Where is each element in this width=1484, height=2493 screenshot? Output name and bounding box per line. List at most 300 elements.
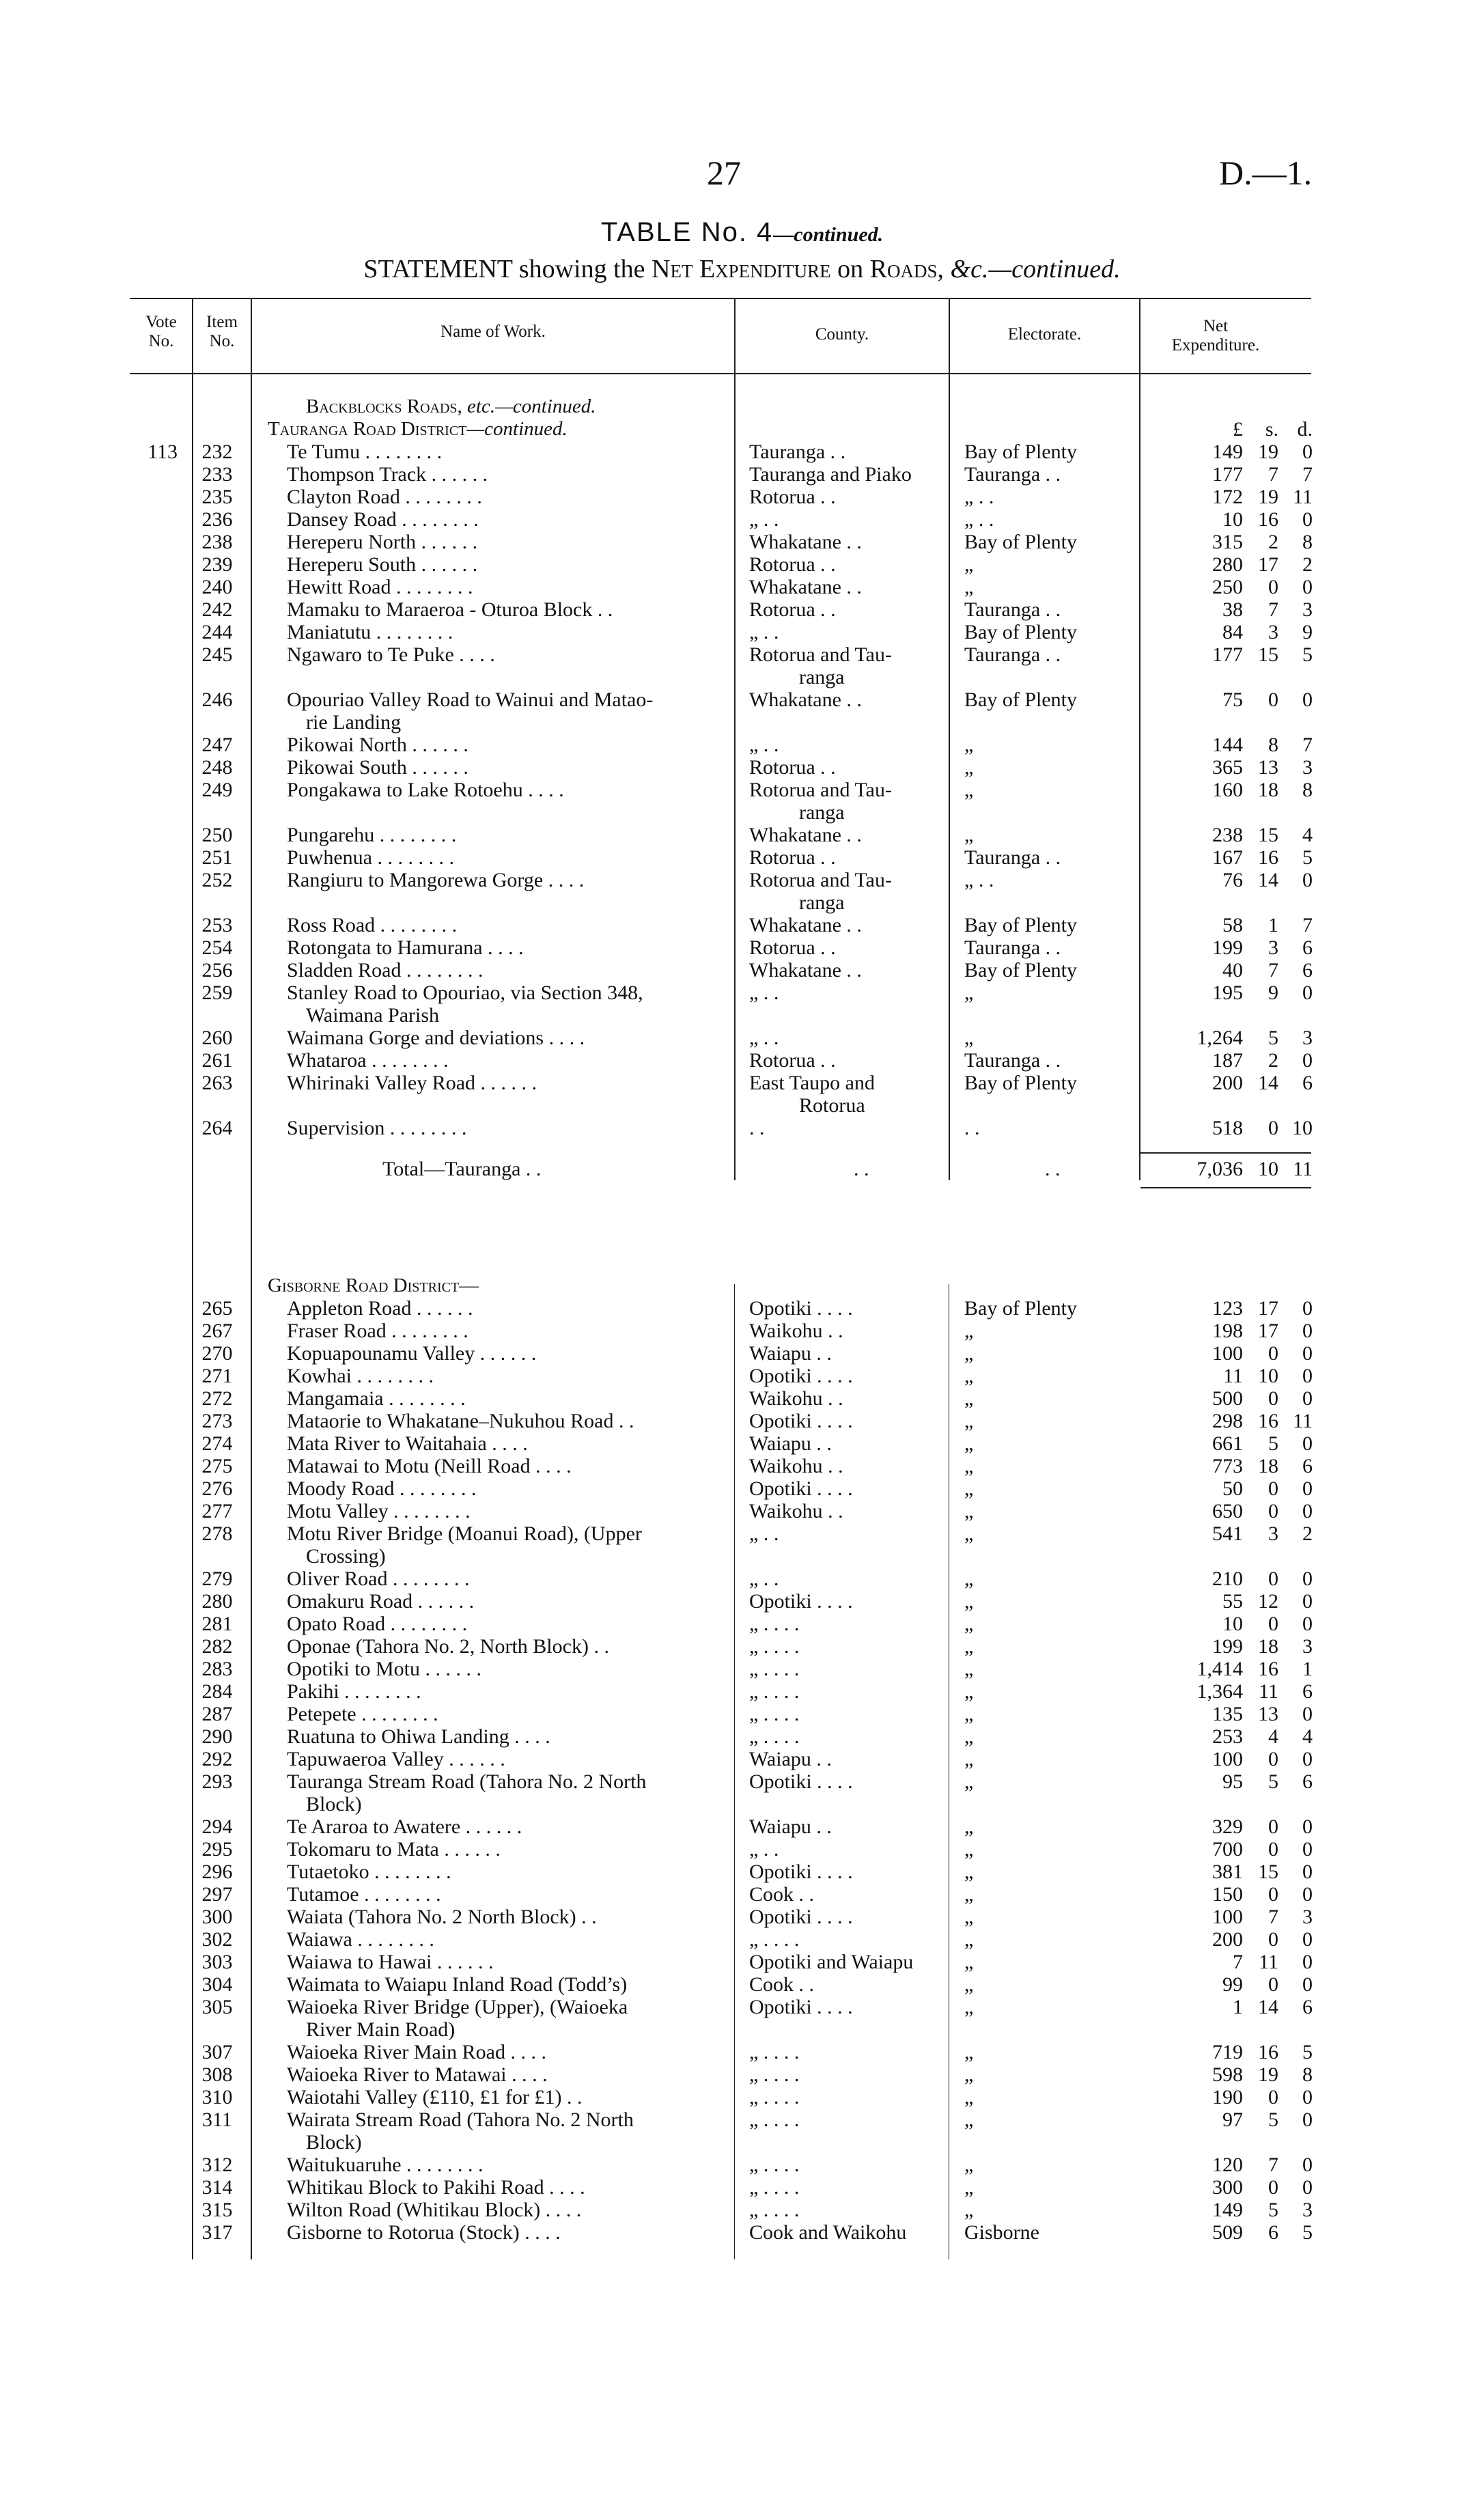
col-header-net-expenditure: Net Expenditure. [1171, 317, 1260, 354]
county: Waiapu . . [749, 1748, 832, 1770]
electorate: „ [964, 1635, 974, 1658]
net-pence: 4 [1302, 824, 1313, 846]
net-pounds: 7 [1233, 1951, 1243, 1973]
net-pence: 6 [1302, 1770, 1313, 1793]
net-pence: 0 [1302, 981, 1313, 1004]
table-row [0, 914, 1484, 936]
county-continued: ranga [799, 801, 845, 824]
statement-pre: STATEMENT showing the [363, 255, 645, 283]
net-shillings: 0 [1268, 2086, 1278, 2108]
net-pounds: 298 [1212, 1410, 1243, 1432]
net-shillings: 7 [1268, 959, 1278, 981]
item-number: 275 [201, 1455, 233, 1477]
net-shillings: 13 [1258, 756, 1278, 779]
item-number: 281 [201, 1613, 233, 1635]
item-number: 284 [201, 1680, 233, 1703]
county: Waiapu . . [749, 1432, 832, 1455]
work-name: Wairata Stream Road (Tahora No. 2 North [287, 2108, 634, 2131]
county: Cook . . [749, 1973, 815, 1996]
net-shillings: 0 [1268, 1838, 1278, 1861]
item-number: 290 [201, 1725, 233, 1748]
table-row [0, 1320, 1484, 1342]
net-shillings: 5 [1268, 1432, 1278, 1455]
net-pounds: 172 [1212, 486, 1243, 508]
net-pounds: 58 [1222, 914, 1243, 936]
work-name: Appleton Road . . . . . . [287, 1297, 473, 1320]
net-shillings: 7 [1268, 463, 1278, 486]
table-row [0, 1906, 1484, 1928]
table-row [0, 756, 1484, 779]
net-pounds: 300 [1212, 2176, 1243, 2199]
item-number: 276 [201, 1477, 233, 1500]
item-number: 254 [201, 936, 233, 959]
table-row [0, 1455, 1484, 1477]
net-pounds: 84 [1222, 621, 1243, 643]
work-name: Waimana Gorge and deviations . . . . [287, 1027, 585, 1049]
net-shillings: 15 [1258, 824, 1278, 846]
table-row [0, 508, 1484, 531]
table-row [0, 981, 1484, 1027]
net-pounds: 315 [1212, 531, 1243, 553]
statement-net-expenditure: Net Expenditure [652, 255, 831, 283]
electorate: Tauranga . . [964, 463, 1061, 486]
net-shillings: 6 [1268, 2221, 1278, 2244]
net-pounds: 280 [1212, 553, 1243, 576]
item-number: 247 [201, 734, 233, 756]
item-number: 297 [201, 1883, 233, 1906]
item-number: 315 [201, 2199, 233, 2221]
net-pence: 11 [1293, 486, 1313, 508]
item-number: 295 [201, 1838, 233, 1861]
net-pence: 0 [1302, 1387, 1313, 1410]
work-name: Opato Road . . . . . . . . [287, 1613, 468, 1635]
work-name: Waioeka River Bridge (Upper), (Waioeka [287, 1996, 628, 2018]
work-name: Tutaetoko . . . . . . . . [287, 1861, 451, 1883]
county: „ . . . . [749, 2041, 800, 2063]
total-shillings: 10 [1258, 1158, 1278, 1180]
net-pounds: 135 [1212, 1703, 1243, 1725]
work-name: Pikowai South . . . . . . [287, 756, 468, 779]
county-continued: ranga [799, 891, 845, 914]
county: „ . . . . [749, 2154, 800, 2176]
item-number: 264 [201, 1117, 233, 1139]
net-shillings: 0 [1268, 1342, 1278, 1365]
county: Opotiki . . . . [749, 1365, 853, 1387]
net-pounds: 55 [1222, 1590, 1243, 1613]
net-pence: 0 [1302, 508, 1313, 531]
net-pounds: 598 [1212, 2063, 1243, 2086]
table-row [0, 936, 1484, 959]
county: „ . . [749, 1568, 779, 1590]
net-pence: 7 [1302, 914, 1313, 936]
county: Whakatane . . [749, 531, 862, 553]
item-number: 244 [201, 621, 233, 643]
item-number: 253 [201, 914, 233, 936]
item-number: 287 [201, 1703, 233, 1725]
electorate: „ [964, 1838, 974, 1861]
work-name: Opotiki to Motu . . . . . . [287, 1658, 482, 1680]
county: Whakatane . . [749, 576, 862, 598]
net-pence: 8 [1302, 2063, 1313, 2086]
work-name: Tapuwaeroa Valley . . . . . . [287, 1748, 505, 1770]
work-name: Waioeka River to Matawai . . . . [287, 2063, 548, 2086]
table-row [0, 2176, 1484, 2199]
net-pence: 3 [1302, 1635, 1313, 1658]
header-bottom-rule [130, 373, 1311, 374]
item-number: 232 [201, 441, 233, 463]
work-name: Mangamaia . . . . . . . . [287, 1387, 466, 1410]
item-number: 246 [201, 688, 233, 711]
county: Rotorua . . [749, 1049, 836, 1072]
work-name: Pongakawa to Lake Rotoehu . . . . [287, 779, 564, 801]
net-shillings: 14 [1258, 1072, 1278, 1094]
work-name: Kopuapounamu Valley . . . . . . [287, 1342, 537, 1365]
net-shillings: 16 [1258, 846, 1278, 869]
net-shillings: 0 [1268, 576, 1278, 598]
net-pounds: 1,264 [1196, 1027, 1243, 1049]
electorate: „ [964, 2063, 974, 2086]
electorate: „ [964, 779, 974, 801]
county: „ . . [749, 508, 779, 531]
table-row [0, 824, 1484, 846]
net-pounds: 518 [1212, 1117, 1243, 1139]
county: „ . . . . [749, 1725, 800, 1748]
item-number: 251 [201, 846, 233, 869]
section-backblocks-title: Backblocks Roads, [306, 395, 462, 417]
net-pence: 10 [1292, 1117, 1313, 1139]
net-pence: 0 [1302, 441, 1313, 463]
net-shillings: 15 [1258, 1861, 1278, 1883]
col-header-item: Item No. [206, 313, 238, 350]
table-row [0, 1725, 1484, 1748]
net-shillings: 9 [1268, 981, 1278, 1004]
item-number: 248 [201, 756, 233, 779]
electorate: Tauranga . . [964, 1049, 1061, 1072]
county: Waiapu . . [749, 1342, 832, 1365]
district-gisborne-title: Gisborne Road District— [268, 1275, 479, 1296]
work-name: Maniatutu . . . . . . . . [287, 621, 453, 643]
net-pounds: 199 [1212, 1635, 1243, 1658]
total-row-tauranga [0, 1158, 1484, 1180]
work-name: Waitukuaruhe . . . . . . . . [287, 2154, 484, 2176]
electorate: Bay of Plenty [964, 441, 1077, 463]
net-pounds: 190 [1212, 2086, 1243, 2108]
total-electorate-leader: . . [1045, 1158, 1061, 1180]
work-name: Wilton Road (Whitikau Block) . . . . [287, 2199, 582, 2221]
county: Opotiki . . . . [749, 1906, 853, 1928]
item-number: 278 [201, 1522, 233, 1545]
district-tauranga-title: Tauranga Road District [268, 418, 467, 440]
district-tauranga-continued: —continued. [466, 418, 568, 440]
table-row [0, 2108, 1484, 2154]
net-pence: 0 [1302, 576, 1313, 598]
net-shillings: 10 [1258, 1365, 1278, 1387]
work-name: Supervision . . . . . . . . [287, 1117, 467, 1139]
table-row [0, 553, 1484, 576]
table-row [0, 2086, 1484, 2108]
net-pence: 7 [1302, 734, 1313, 756]
net-pence: 0 [1302, 1861, 1313, 1883]
net-shillings: 3 [1268, 621, 1278, 643]
table-row [0, 1027, 1484, 1049]
item-number: 302 [201, 1928, 233, 1951]
net-pounds: 195 [1212, 981, 1243, 1004]
net-shillings: 4 [1268, 1725, 1278, 1748]
item-number: 311 [202, 2108, 232, 2131]
net-shillings: 13 [1258, 1703, 1278, 1725]
item-number: 256 [201, 959, 233, 981]
table-row [0, 1342, 1484, 1365]
work-name: Kowhai . . . . . . . . [287, 1365, 434, 1387]
net-pence: 0 [1302, 1883, 1313, 1906]
item-number: 272 [201, 1387, 233, 1410]
item-number: 294 [201, 1815, 233, 1838]
pounds-unit: £ [1233, 418, 1243, 441]
vote-number: 113 [148, 441, 178, 463]
item-number: 317 [201, 2221, 233, 2244]
net-shillings: 16 [1258, 1658, 1278, 1680]
work-name-continued: Waimana Parish [306, 1004, 440, 1027]
net-pence: 0 [1302, 1590, 1313, 1613]
county: . . [749, 1117, 765, 1139]
county: Waiapu . . [749, 1815, 832, 1838]
item-number: 233 [201, 463, 233, 486]
county: Tauranga . . [749, 441, 846, 463]
item-number: 308 [201, 2063, 233, 2086]
electorate: „ [964, 553, 974, 576]
net-shillings: 14 [1258, 869, 1278, 891]
county: Opotiki . . . . [749, 1297, 853, 1320]
net-pence: 0 [1302, 1838, 1313, 1861]
net-shillings: 11 [1259, 1680, 1278, 1703]
table-row [0, 846, 1484, 869]
item-number: 279 [201, 1568, 233, 1590]
table-row [0, 959, 1484, 981]
table-title-continued: —continued. [773, 223, 884, 246]
net-pence: 5 [1302, 2041, 1313, 2063]
item-number: 270 [201, 1342, 233, 1365]
table-row [0, 779, 1484, 824]
electorate: „ [964, 756, 974, 779]
work-name: Waiata (Tahora No. 2 North Block) . . [287, 1906, 597, 1928]
county: „ . . . . [749, 2176, 800, 2199]
net-pounds: 177 [1212, 463, 1243, 486]
net-pounds: 75 [1222, 688, 1243, 711]
net-pence: 8 [1302, 531, 1313, 553]
electorate: „ [964, 1973, 974, 1996]
net-pence: 2 [1302, 553, 1313, 576]
item-number: 240 [201, 576, 233, 598]
electorate: Tauranga . . [964, 936, 1061, 959]
item-number: 250 [201, 824, 233, 846]
net-pence: 0 [1302, 1703, 1313, 1725]
county: Rotorua . . [749, 598, 836, 621]
electorate: „ [964, 576, 974, 598]
item-number: 312 [201, 2154, 233, 2176]
work-name: Thompson Track . . . . . . [287, 463, 488, 486]
item-number: 296 [201, 1861, 233, 1883]
work-name: Waiawa to Hawai . . . . . . [287, 1951, 494, 1973]
county-continued: Rotorua [799, 1094, 865, 1117]
item-number: 260 [201, 1027, 233, 1049]
table-row [0, 598, 1484, 621]
table-row [0, 1432, 1484, 1455]
item-number: 303 [201, 1951, 233, 1973]
net-shillings: 0 [1268, 2176, 1278, 2199]
net-shillings: 0 [1268, 1815, 1278, 1838]
work-name: Opouriao Valley Road to Wainui and Matao- [287, 688, 654, 711]
net-pounds: 661 [1212, 1432, 1243, 1455]
item-number: 265 [201, 1297, 233, 1320]
net-shillings: 0 [1268, 1568, 1278, 1590]
total-county-leader: . . [854, 1158, 869, 1180]
table-row [0, 1117, 1484, 1139]
table-row [0, 531, 1484, 553]
item-number: 283 [201, 1658, 233, 1680]
county: „ . . [749, 1027, 779, 1049]
work-name: Hewitt Road . . . . . . . . [287, 576, 473, 598]
electorate: „ [964, 1455, 974, 1477]
work-name-continued: River Main Road) [306, 2018, 456, 2041]
table-title [0, 217, 1484, 248]
electorate: „ [964, 2176, 974, 2199]
work-name: Te Araroa to Awatere . . . . . . [287, 1815, 522, 1838]
item-number: 235 [201, 486, 233, 508]
table-row [0, 1680, 1484, 1703]
item-number: 277 [201, 1500, 233, 1522]
net-pounds: 1,364 [1196, 1680, 1243, 1703]
table-row [0, 1883, 1484, 1906]
work-name: Moody Road . . . . . . . . [287, 1477, 477, 1500]
net-pounds: 250 [1212, 576, 1243, 598]
net-pounds: 365 [1212, 756, 1243, 779]
county: Opotiki . . . . [749, 1861, 853, 1883]
county: Waikohu . . [749, 1500, 843, 1522]
item-number: 310 [201, 2086, 233, 2108]
work-name: Oponae (Tahora No. 2, North Block) . . [287, 1635, 609, 1658]
item-number: 267 [201, 1320, 233, 1342]
table-row [0, 1072, 1484, 1117]
county-continued: ranga [799, 666, 845, 688]
net-shillings: 15 [1258, 643, 1278, 666]
net-pence: 0 [1302, 2154, 1313, 2176]
work-name-continued: Block) [306, 2131, 362, 2154]
total-pounds: 7,036 [1196, 1158, 1243, 1180]
net-shillings: 0 [1268, 1387, 1278, 1410]
county: Waikohu . . [749, 1320, 843, 1342]
net-pence: 0 [1302, 1477, 1313, 1500]
net-pence: 6 [1302, 1072, 1313, 1094]
table-row [0, 2063, 1484, 2086]
work-name: Oliver Road . . . . . . . . [287, 1568, 470, 1590]
electorate: „ [964, 1432, 974, 1455]
electorate: „ [964, 1815, 974, 1838]
work-name: Matawai to Motu (Neill Road . . . . [287, 1455, 572, 1477]
net-pence: 3 [1302, 756, 1313, 779]
net-pounds: 99 [1222, 1973, 1243, 1996]
electorate: „ [964, 1387, 974, 1410]
county: Rotorua . . [749, 936, 836, 959]
net-pence: 6 [1302, 959, 1313, 981]
table-row [0, 1410, 1484, 1432]
work-name: Ngawaro to Te Puke . . . . [287, 643, 495, 666]
table-row [0, 688, 1484, 734]
net-shillings: 16 [1258, 1410, 1278, 1432]
county: Rotorua . . [749, 756, 836, 779]
work-name: Whataroa . . . . . . . . [287, 1049, 449, 1072]
net-shillings: 0 [1268, 1928, 1278, 1951]
table-row [0, 576, 1484, 598]
net-shillings: 2 [1268, 1049, 1278, 1072]
county: Whakatane . . [749, 688, 862, 711]
electorate: Tauranga . . [964, 643, 1061, 666]
electorate: Tauranga . . [964, 846, 1061, 869]
item-number: 274 [201, 1432, 233, 1455]
net-shillings: 1 [1268, 914, 1278, 936]
county: „ . . . . [749, 1658, 800, 1680]
net-shillings: 0 [1268, 1500, 1278, 1522]
work-name: Pikowai North . . . . . . [287, 734, 468, 756]
net-shillings: 2 [1268, 531, 1278, 553]
work-name: Rotongata to Hamurana . . . . [287, 936, 524, 959]
electorate: „ [964, 1703, 974, 1725]
net-shillings: 5 [1268, 1770, 1278, 1793]
county: „ . . [749, 734, 779, 756]
electorate: „ [964, 2041, 974, 2063]
county: Opotiki . . . . [749, 1410, 853, 1432]
item-number: 292 [201, 1748, 233, 1770]
net-pence: 0 [1302, 2086, 1313, 2108]
table-row [0, 621, 1484, 643]
net-pounds: 177 [1212, 643, 1243, 666]
work-name-continued: rie Landing [306, 711, 402, 734]
net-shillings: 18 [1258, 1455, 1278, 1477]
county: Whakatane . . [749, 824, 862, 846]
net-pounds: 76 [1222, 869, 1243, 891]
electorate: „ [964, 1590, 974, 1613]
net-pounds: 253 [1212, 1725, 1243, 1748]
item-number: 280 [201, 1590, 233, 1613]
net-shillings: 0 [1268, 1748, 1278, 1770]
net-pence: 6 [1302, 1680, 1313, 1703]
net-pence: 0 [1302, 1928, 1313, 1951]
table-row [0, 1500, 1484, 1522]
work-name: Mata River to Waitahaia . . . . [287, 1432, 528, 1455]
work-name: Mataorie to Whakatane–Nukuhou Road . . [287, 1410, 634, 1432]
table-title-main: TABLE No. 4 [600, 217, 774, 247]
net-pence: 6 [1302, 1996, 1313, 2018]
work-name: Waiawa . . . . . . . . [287, 1928, 434, 1951]
net-shillings: 16 [1258, 2041, 1278, 2063]
item-number: 239 [201, 553, 233, 576]
statement-roads: Roads, [869, 255, 944, 283]
net-shillings: 3 [1268, 936, 1278, 959]
electorate: „ [964, 981, 974, 1004]
item-number: 305 [201, 1996, 233, 2018]
net-shillings: 5 [1268, 1027, 1278, 1049]
net-pounds: 50 [1222, 1477, 1243, 1500]
net-pounds: 144 [1212, 734, 1243, 756]
net-pounds: 10 [1222, 508, 1243, 531]
item-number: 263 [201, 1072, 233, 1094]
net-pence: 0 [1302, 1365, 1313, 1387]
work-name: Tokomaru to Mata . . . . . . [287, 1838, 501, 1861]
electorate: „ [964, 1770, 974, 1793]
electorate: „ . . [964, 486, 994, 508]
table-row [0, 1748, 1484, 1770]
electorate: „ [964, 734, 974, 756]
net-pounds: 167 [1212, 846, 1243, 869]
